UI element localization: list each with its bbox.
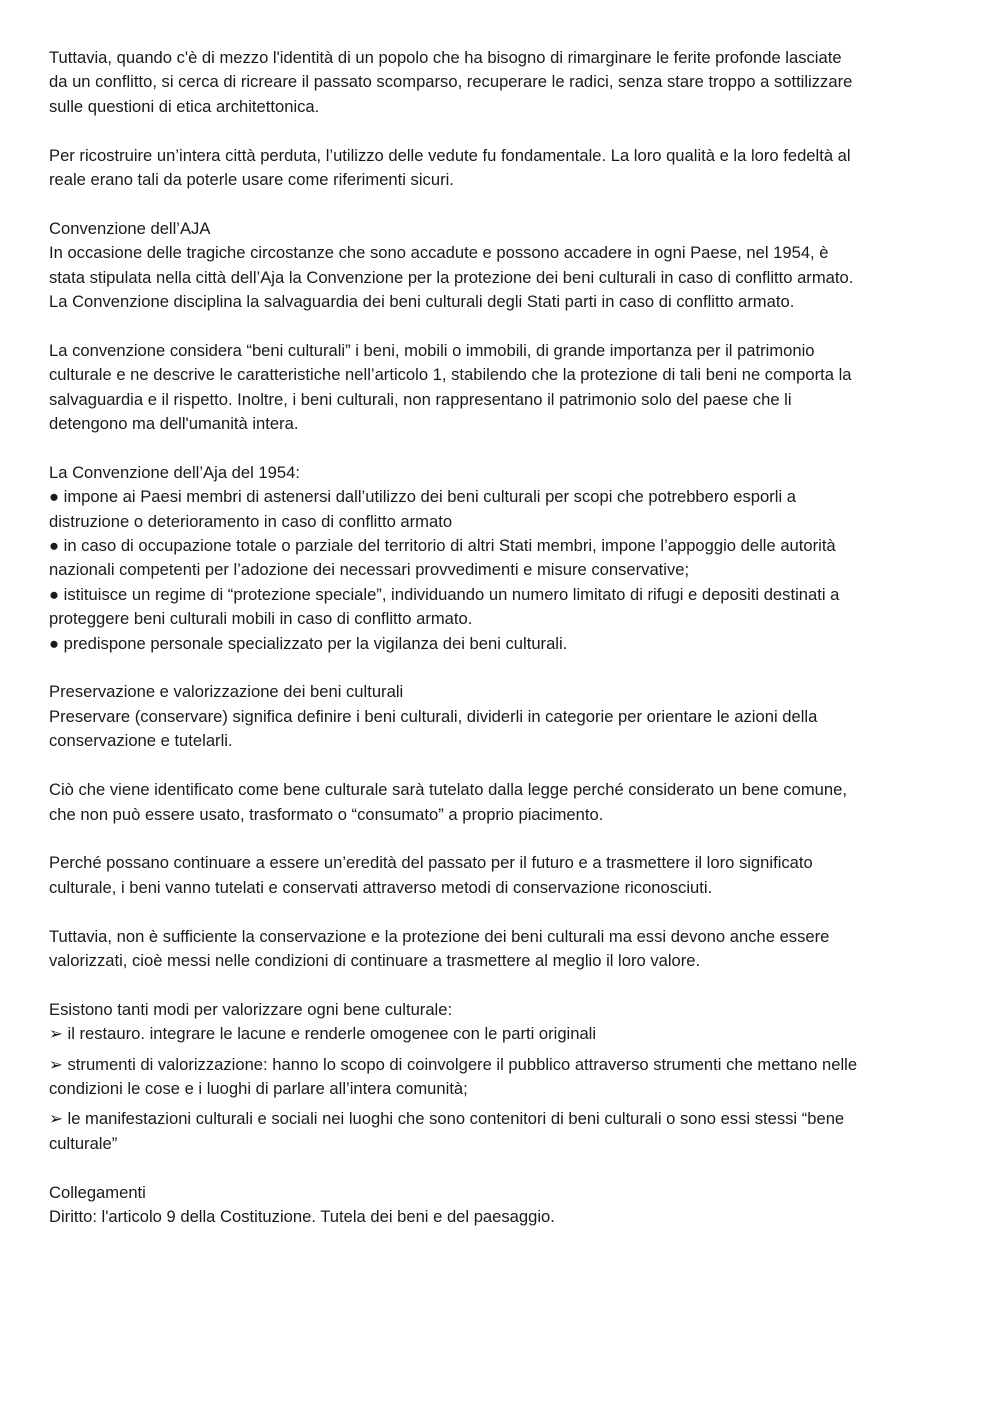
paragraph-beni-culturali: La convenzione considera “beni culturali” i beni, mobili o immobili, di grande importanza per il patrimonio culturale e ne descrive le caratteristiche nell’articolo 1, stabilendo che la protezione di tali beni ne comporta la salvaguardia e il rispetto. Inoltre, i beni culturali, non rappresentano il patrimonio solo del paese che li detengono ma dell'umanità intera. — [49, 340, 852, 434]
document-page — [49, 46, 959, 1229]
paragraph-eredita: Perché possano continuare a essere un’eredità del passato per il futuro e a trasmettere il loro significato culturale, i beni vanno tutelati e conservati attraverso metodi di conservazione riconosciuti. — [49, 853, 813, 897]
paragraph-diritto: Diritto: l'articolo 9 della Costituzione. Tutela dei beni e del paesaggio. — [49, 1206, 555, 1226]
list-item: ● istituisce un regime di “protezione speciale”, individuando un numero limitato di rifugi e depositi destinati a proteggere beni culturali mobili in caso di conflitto armato. — [49, 584, 840, 629]
paragraph-bene-comune: Ciò che viene identificato come bene culturale sarà tutelato dalla legge perché considerato un bene comune, che non può essere usato, trasformato o “consumato” a proprio piacimento. — [49, 780, 847, 824]
paragraph-modi-valorizzare: Esistono tanti modi per valorizzare ogni bene culturale: — [49, 999, 453, 1019]
paragraph-valorizzati: Tuttavia, non è sufficiente la conservazione e la protezione dei beni culturali ma essi devono anche essere valorizzati, cioè messi nelle condizioni di continuare a trasmettere al meglio il loro valore. — [49, 926, 830, 970]
list-item: ➢ strumenti di valorizzazione: hanno lo scopo di coinvolgere il pubblico attraverso strumenti che mettano nelle condizioni le cose e i luoghi di parlare all’intera comunità; — [49, 1054, 858, 1098]
list-item: ● impone ai Paesi membri di astenersi dall’utilizzo dei beni culturali per scopi che potrebbero esporli a distruzione o deterioramento in caso di conflitto armato — [49, 487, 796, 531]
paragraph-vedute: Per ricostruire un’intera città perduta, l’utilizzo delle vedute fu fondamentale. La loro qualità e la loro fedeltà al reale erano tali da poterle usare come riferimenti sicuri. — [49, 145, 851, 190]
list-item: ➢ le manifestazioni culturali e sociali nei luoghi che sono contenitori di beni culturali o sono essi stessi “bene culturale” — [49, 1109, 845, 1153]
paragraph-identita: Tuttavia, quando c'è di mezzo l'identità di un popolo che ha bisogno di rimarginare le ferite profonde lasciate da un conflitto, si cerca di ricreare il passato scomparso, recuperare le radici, senza stare troppo a sottilizzare sulle questioni di etica architettonica. — [49, 48, 853, 116]
heading-preservazione: Preservazione e valorizzazione dei beni culturali — [49, 682, 404, 702]
list-item: ● predispone personale specializzato per la vigilanza dei beni culturali. — [49, 633, 568, 653]
paragraph-convenzione-1954: La Convenzione dell’Aja del 1954: — [49, 462, 300, 482]
paragraph-convenzione-intro: In occasione delle tragiche circostanze che sono accadute e possono accadere in ogni Paese, nel 1954, è stata stipulata nella città dell’Aja la Convenzione per la protezione dei beni culturali in caso di conflitto armato. La Convenzione disciplina la salvaguardia dei beni culturali degli Stati parti in caso di conflitto armato. — [49, 243, 854, 312]
heading-collegamenti: Collegamenti — [49, 1182, 146, 1202]
heading-convenzione-aja: Convenzione dell’AJA — [49, 218, 211, 238]
list-item: ● in caso di occupazione totale o parziale del territorio di altri Stati membri, impone l’appoggio delle autorità nazionali competenti per l’adozione dei necessari provvedimenti e misure conservative; — [49, 536, 836, 580]
list-item: ➢ il restauro. integrare le lacune e renderle omogenee con le parti originali — [49, 1024, 597, 1044]
paragraph-preservare: Preservare (conservare) significa definire i beni culturali, dividerli in categorie per orientare le azioni della conservazione e tutelarli. — [49, 706, 818, 751]
